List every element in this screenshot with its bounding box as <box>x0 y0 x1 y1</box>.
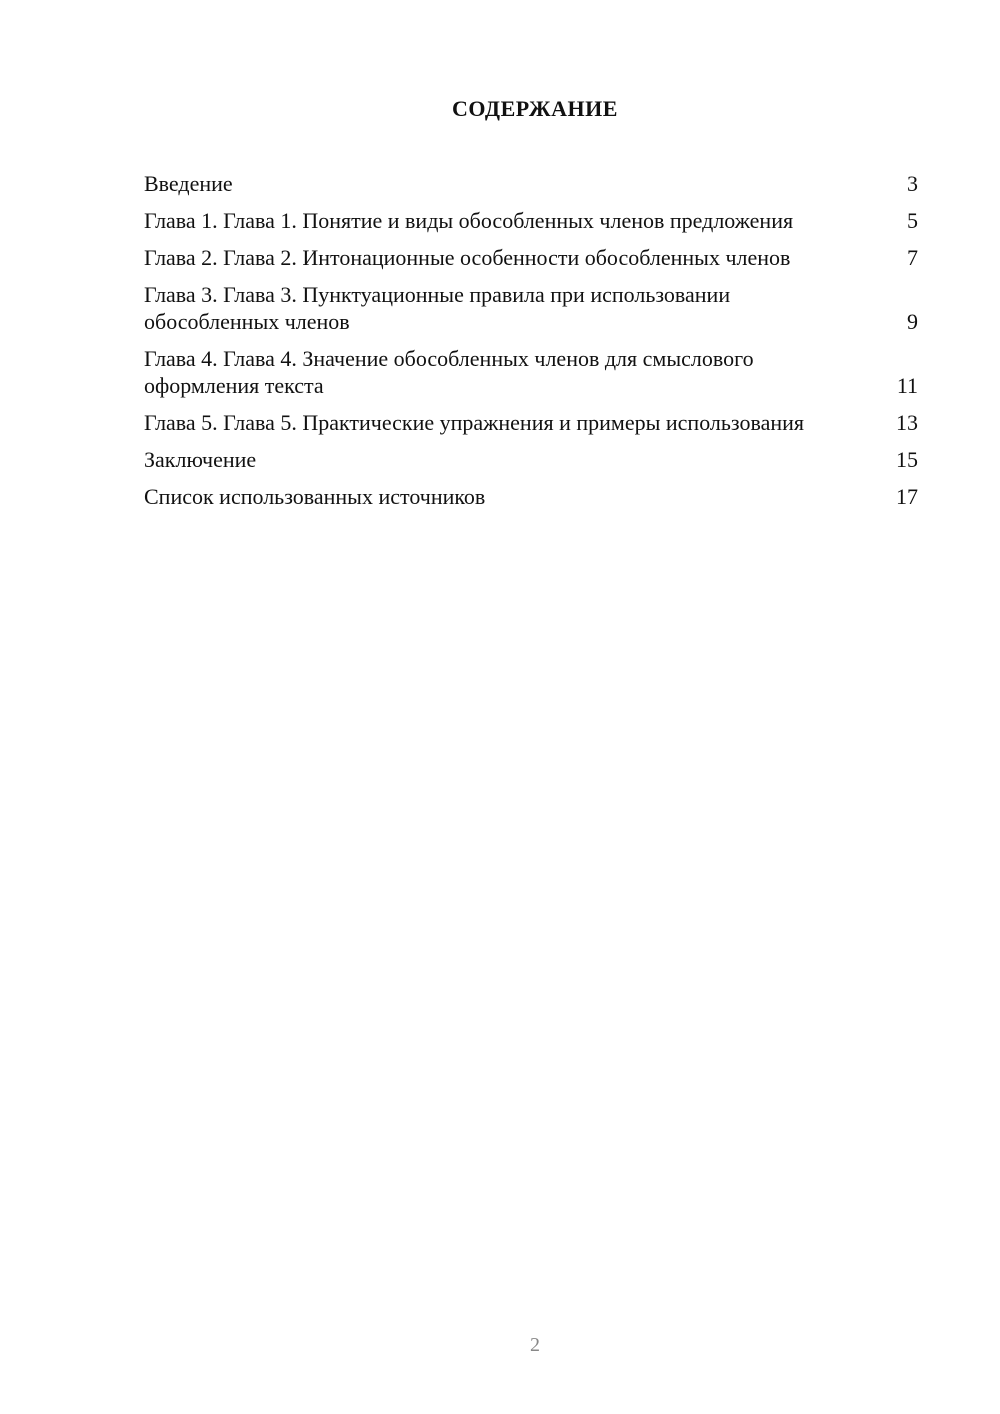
toc-entry-text: Заключение <box>144 447 257 472</box>
toc-entry-page: 11 <box>896 373 918 398</box>
toc-entry-chapter-4 <box>144 345 918 399</box>
toc-entry-text: Глава 3. Глава 3. Пунктуационные правила при использовании обособленных членов <box>144 282 731 334</box>
toc-entry-page: 5 <box>907 208 918 233</box>
toc-entry-text: Глава 2. Глава 2. Интонационные особенности обособленных членов <box>144 245 791 270</box>
toc-title: СОДЕРЖАНИЕ <box>452 96 618 121</box>
toc-entry-text: Введение <box>144 171 233 196</box>
toc-entry-references <box>144 483 918 510</box>
toc-entry-chapter-5 <box>144 409 918 436</box>
toc-entry-chapter-3 <box>144 281 918 335</box>
toc-entry-text: Глава 4. Глава 4. Значение обособленных членов для смыслового оформления текста <box>144 346 754 398</box>
toc-entry-page: 7 <box>907 245 918 270</box>
toc-entry-introduction <box>144 170 918 197</box>
toc-entry-page: 17 <box>896 484 918 509</box>
toc-entry-page: 9 <box>907 309 918 334</box>
toc-entry-chapter-1 <box>144 207 918 234</box>
toc-entry-text: Глава 1. Глава 1. Понятие и виды обособленных членов предложения <box>144 208 794 233</box>
toc-entry-text: Список использованных источников <box>144 484 486 509</box>
toc-entry-page: 15 <box>896 447 918 472</box>
table-of-contents <box>144 170 918 520</box>
page-number: 2 <box>530 1334 540 1356</box>
toc-entry-text: Глава 5. Глава 5. Практические упражнения и примеры использования <box>144 410 804 435</box>
toc-entry-chapter-2 <box>144 244 918 271</box>
toc-entry-conclusion <box>144 446 918 473</box>
toc-entry-page: 13 <box>896 410 918 435</box>
toc-entry-page: 3 <box>907 171 918 196</box>
